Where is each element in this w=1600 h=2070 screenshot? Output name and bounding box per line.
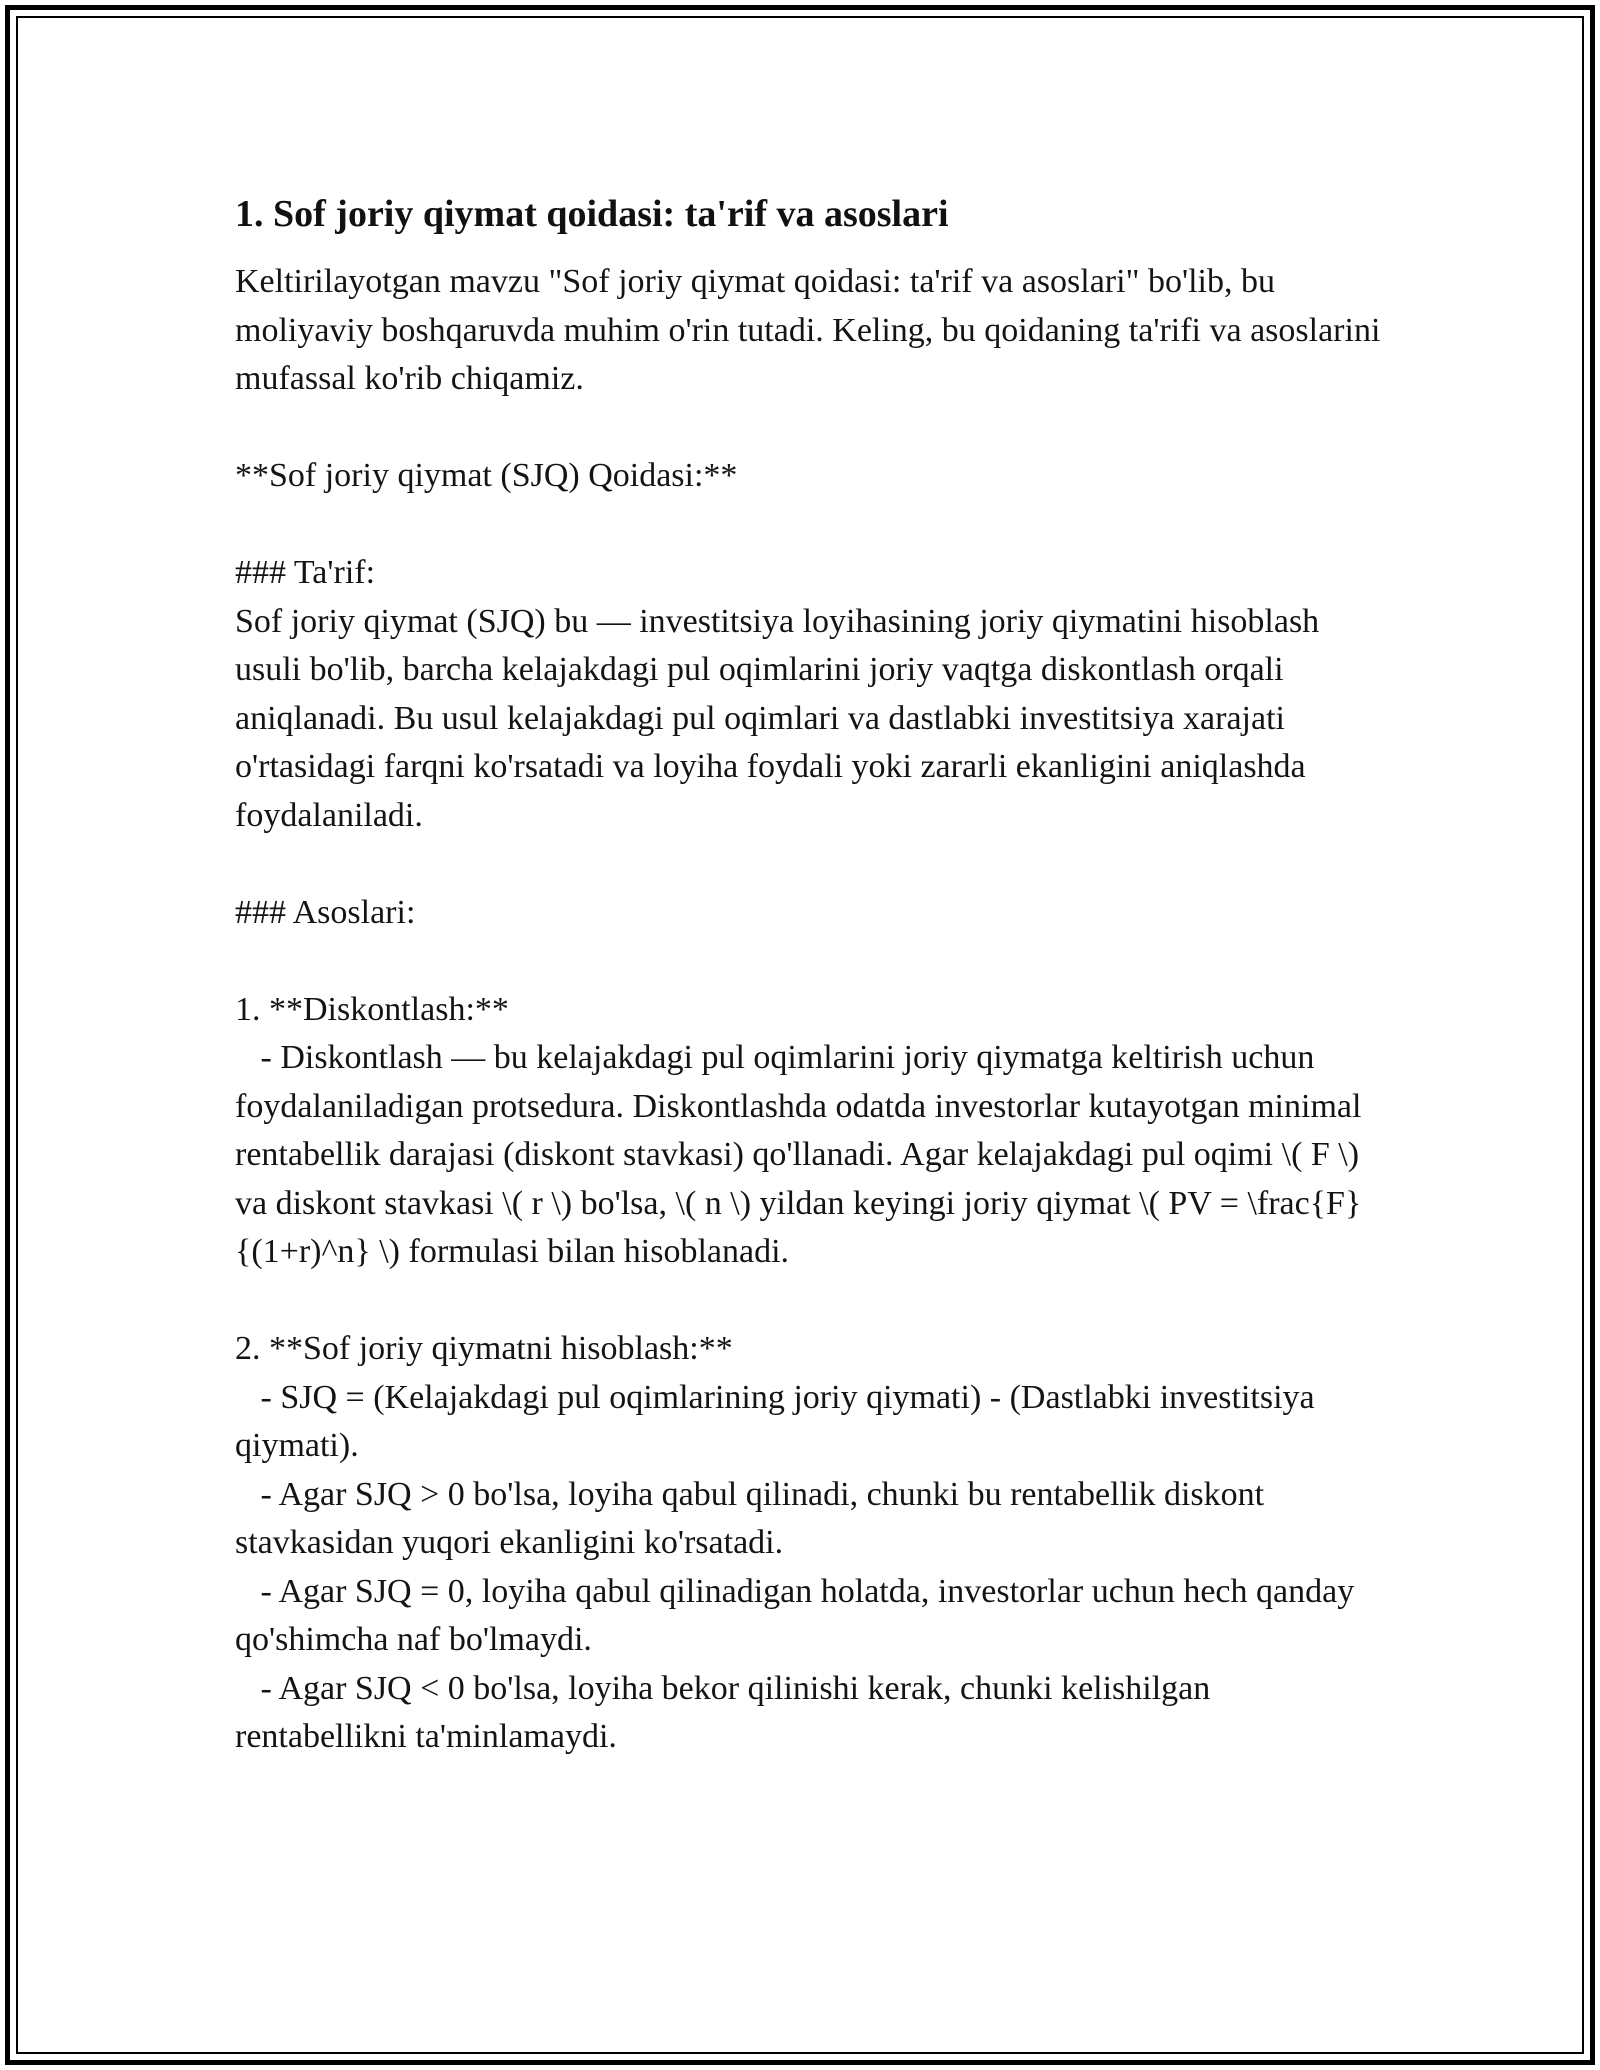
item2-bullet: - Agar SJQ = 0, loyiha qabul qilinadigan holatda, investorlar uchun hech qanday qo'shimcha naf bo'lmaydi.: [235, 1572, 1363, 1658]
document-body: [235, 188, 1389, 1762]
spacer: [235, 840, 1385, 889]
spacer: [235, 501, 1385, 550]
definition-heading: ### Ta'rif:: [235, 554, 376, 591]
item2-heading: 2. **Sof joriy qiymatni hisoblash:**: [235, 1330, 733, 1367]
intro-paragraph: Keltirilayotgan mavzu "Sof joriy qiymat qoidasi: ta'rif va asoslari" bo'lib, bu moliyaviy boshqaruvda muhim o'rin tutadi. Keling, bu qoidaning ta'rifi va asoslarini mufassal ko'rib chiqamiz.: [235, 263, 1389, 397]
spacer: [235, 404, 1385, 453]
definition-paragraph: Sof joriy qiymat (SJQ) bu — investitsiya loyihasining joriy qiymatini hisoblash usuli bo'lib, barcha kelajakdagi pul oqimlarini joriy vaqtga diskontlash orqali aniqlanadi. Bu usul kelajakdagi pul oqimlari va dastlabki investitsiya xarajati o'rtasidagi farqni ko'rsatadi va loyiha foydali yoki zararli ekanligini aniqlashda foydalaniladi.: [235, 602, 1328, 834]
spacer: [235, 937, 1385, 986]
item2-bullet: - SJQ = (Kelajakdagi pul oqimlarining joriy qiymati) - (Dastlabki investitsiya qiymati).: [235, 1378, 1324, 1464]
item2-bullet: - Agar SJQ > 0 bo'lsa, loyiha qabul qilinadi, chunki bu rentabellik diskont stavkasidan yuqori ekanligini ko'rsatadi.: [235, 1475, 1273, 1561]
item1-heading: 1. **Diskontlash:**: [235, 990, 509, 1028]
basics-heading: ### Asoslari:: [235, 893, 416, 931]
item1-paragraph: - Diskontlash — bu kelajakdagi pul oqimlarini joriy qiymatga keltirish uchun foydalaniladigan protsedura. Diskontlashda odatda investorlar kutayotgan minimal rentabellik darajasi (diskont stavkasi) qo'llanadi. Agar kelajakdagi pul oqimi \( F \) va diskont stavkasi \( r \) bo'lsa, \( n \) yildan keyingi joriy qiymat \( PV = \frac{F}{(1+r)^n} \) formulasi bilan hisoblanadi.: [235, 1039, 1370, 1270]
rule-heading: **Sof joriy qiymat (SJQ) Qoidasi:**: [235, 457, 738, 494]
item2-bullet: - Agar SJQ < 0 bo'lsa, loyiha bekor qilinishi kerak, chunki kelishilgan rentabellikni ta'minlamaydi.: [235, 1669, 1219, 1755]
spacer: [235, 1277, 1385, 1326]
document-title: 1. Sof joriy qiymat qoidasi: ta'rif va asoslari: [235, 193, 949, 235]
